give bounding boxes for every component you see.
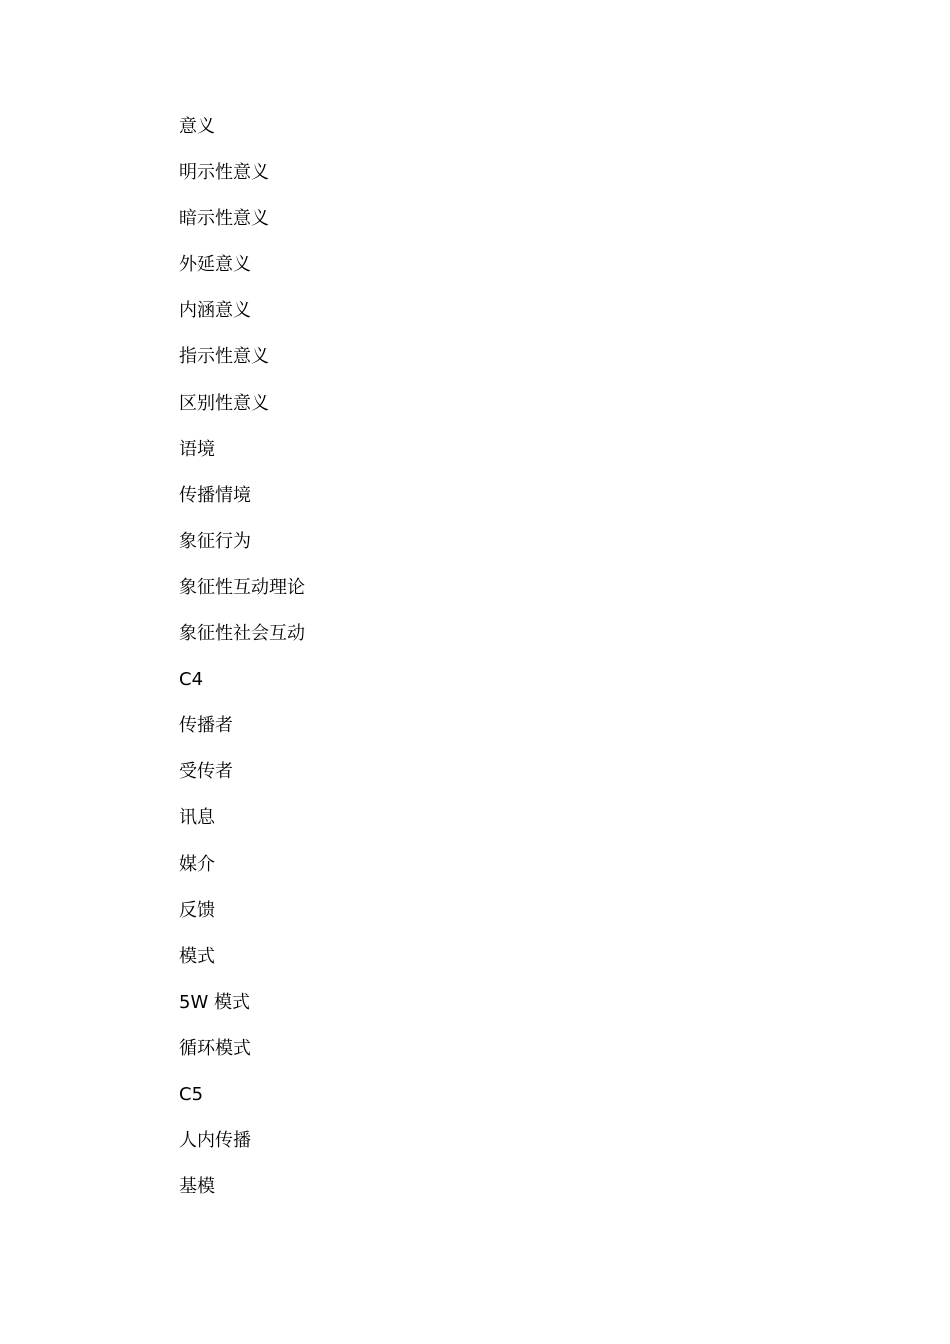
term-item: 讯息 [179, 807, 215, 829]
term-item: 内涵意义 [179, 300, 251, 322]
term-item: 反馈 [179, 899, 215, 921]
term-item: 基模 [179, 1176, 215, 1198]
term-list [179, 114, 305, 1220]
term-item: 传播情境 [179, 484, 251, 506]
term-item: 明示性意义 [179, 162, 269, 184]
term-item: 意义 [179, 116, 215, 137]
term-item: 象征性互动理论 [179, 576, 305, 598]
term-item: 循环模式 [179, 1037, 251, 1059]
term-item: 区别性意义 [179, 392, 269, 414]
term-item: 象征性社会互动 [179, 623, 305, 645]
term-item: 受传者 [179, 761, 233, 783]
section-label-c5: C5 [179, 1083, 204, 1105]
term-item: 指示性意义 [179, 346, 269, 368]
term-item: 媒介 [179, 853, 215, 875]
term-item: 暗示性意义 [179, 208, 269, 230]
term-item: 语境 [179, 438, 215, 460]
term-item: 模式 [179, 945, 215, 967]
term-item: 外延意义 [179, 254, 251, 276]
term-item: 人内传播 [179, 1130, 251, 1152]
term-item: 传播者 [179, 715, 233, 737]
section-label-c4: C4 [179, 669, 204, 691]
term-item: 5W 模式 [179, 991, 250, 1013]
term-item: 象征行为 [179, 530, 251, 552]
